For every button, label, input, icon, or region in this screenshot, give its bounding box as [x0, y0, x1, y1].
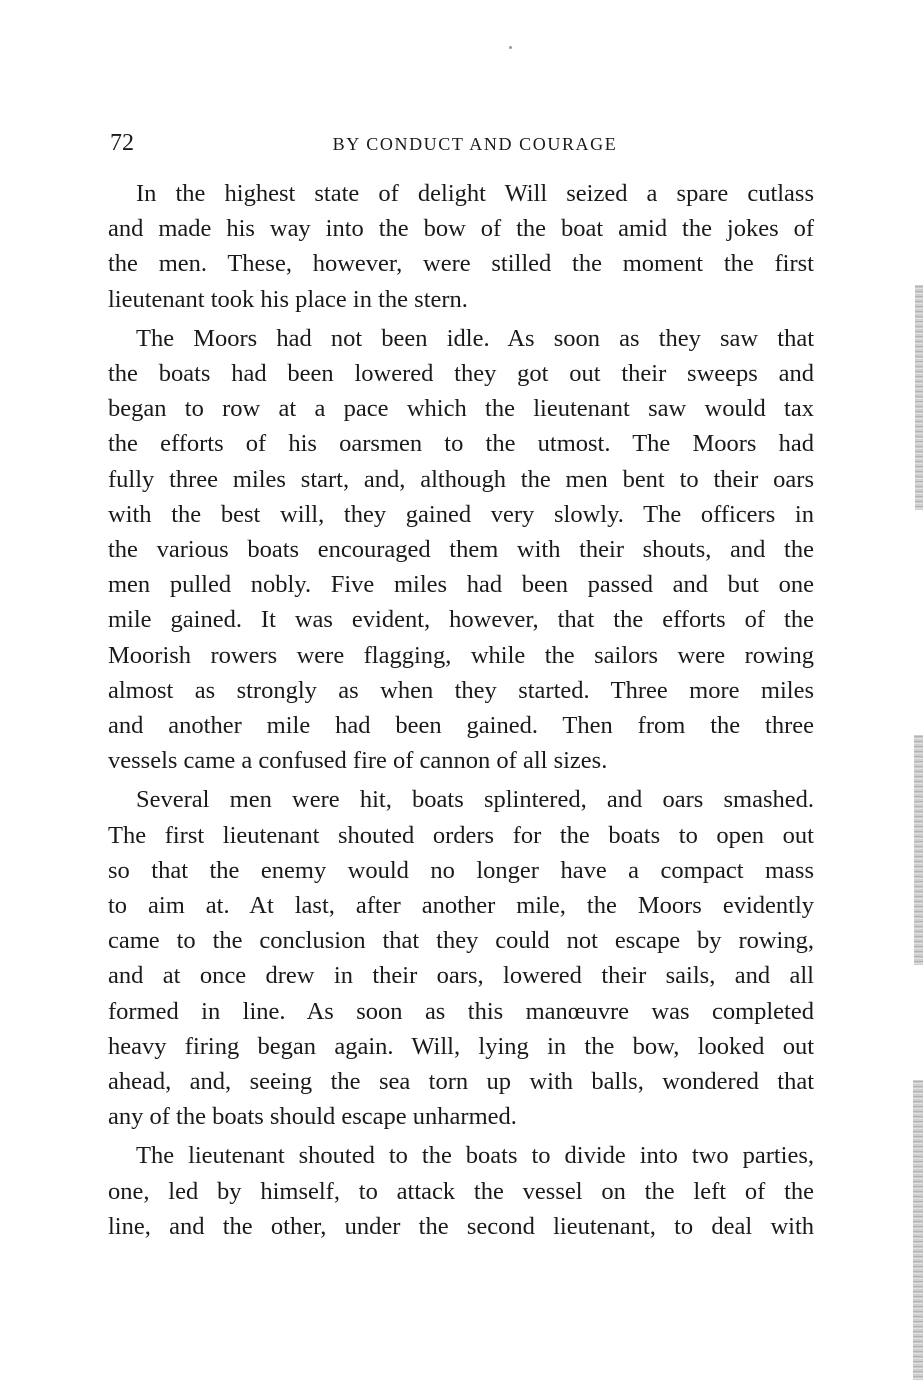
text-line: the boats had been lowered they got out their sweeps and	[108, 360, 814, 388]
text-line: The first lieutenant shouted orders for the boats to open out	[108, 821, 814, 849]
text-line: came to the conclusion that they could not escape by rowing,	[108, 927, 814, 955]
text-line: to aim at. At last, after another mile, the Moors evidently	[108, 892, 814, 920]
text-line: Several men were hit, boats splintered, and oars smashed.	[136, 786, 814, 814]
text-line: The Moors had not been idle. As soon as they saw that	[136, 324, 814, 352]
text-line: The lieutenant shouted to the boats to divide into two parties,	[136, 1142, 814, 1170]
paragraph	[108, 782, 814, 1134]
running-head	[110, 128, 814, 158]
text-line: and made his way into the bow of the boat amid the jokes of	[108, 215, 814, 243]
text-line: and another mile had been gained. Then from the three	[108, 712, 814, 740]
body-text	[108, 176, 814, 1248]
text-line: and at once drew in their oars, lowered their sails, and all	[108, 962, 814, 990]
text-line: heavy firing began again. Will, lying in the bow, looked out	[108, 1032, 814, 1060]
paper-speck	[509, 46, 512, 49]
text-line: almost as strongly as when they started. Three more miles	[108, 676, 814, 704]
page-number: 72	[110, 130, 134, 156]
text-line: lieutenant took his place in the stern.	[108, 285, 468, 313]
page-edge-shadow	[915, 285, 923, 510]
paragraph	[108, 176, 814, 317]
text-line: vessels came a confused fire of cannon of all sizes.	[108, 747, 608, 775]
text-line: Moorish rowers were flagging, while the sailors were rowing	[108, 641, 814, 669]
text-line: the various boats encouraged them with their shouts, and the	[108, 536, 814, 564]
text-line: fully three miles start, and, although the men bent to their oars	[108, 465, 814, 493]
text-line: so that the enemy would no longer have a compact mass	[108, 856, 814, 884]
running-title: BY CONDUCT AND COURAGE	[332, 134, 618, 154]
page-edge-shadow	[913, 1080, 923, 1380]
text-line: the efforts of his oarsmen to the utmost. The Moors had	[108, 430, 814, 458]
paragraph	[108, 1138, 814, 1244]
text-line: with the best will, they gained very slowly. The officers in	[108, 500, 814, 528]
text-line: one, led by himself, to attack the vessel on the left of the	[108, 1177, 814, 1205]
paragraph	[108, 321, 814, 779]
text-line: mile gained. It was evident, however, that the efforts of the	[108, 606, 814, 634]
text-line: any of the boats should escape unharmed.	[108, 1103, 517, 1131]
text-line: line, and the other, under the second lieutenant, to deal with	[108, 1212, 814, 1240]
text-line: began to row at a pace which the lieutenant saw would tax	[108, 395, 814, 423]
text-line: formed in line. As soon as this manœuvre was completed	[108, 997, 814, 1025]
text-line: the men. These, however, were stilled the moment the first	[108, 250, 814, 278]
text-line: men pulled nobly. Five miles had been passed and but one	[108, 571, 814, 599]
text-line: In the highest state of delight Will seized a spare cutlass	[136, 180, 814, 207]
page-edge-shadow	[914, 735, 923, 965]
text-line: ahead, and, seeing the sea torn up with balls, wondered that	[108, 1068, 814, 1096]
